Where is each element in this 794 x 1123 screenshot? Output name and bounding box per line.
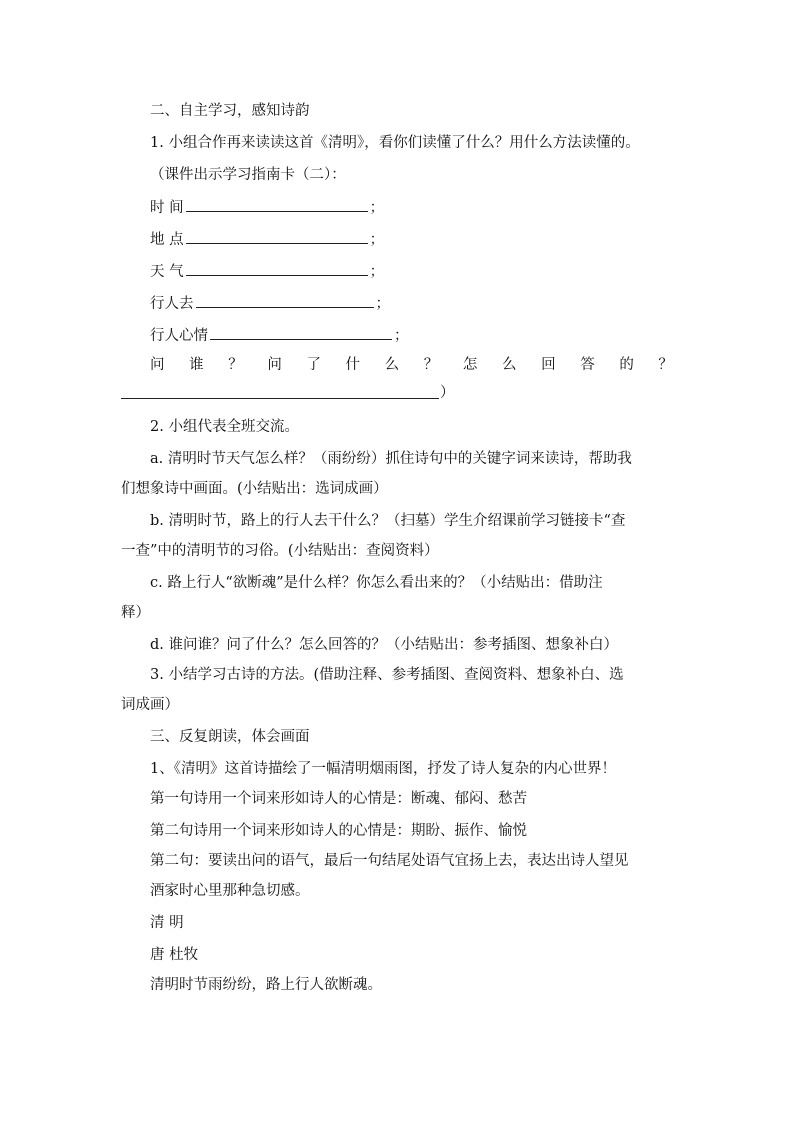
field-label: 时 间 (150, 200, 184, 216)
field-time (150, 197, 673, 218)
field-end: ； (375, 296, 390, 312)
question-char: ？ (423, 357, 439, 373)
fill-blank (186, 229, 368, 244)
section3-p1: 1、《清明》这首诗描绘了一幅清明烟雨图，抒发了诗人复杂的内心世界！ (150, 761, 616, 777)
field-walker-purpose (150, 293, 673, 314)
item2-text: 2. 小组代表全班交流。 (150, 419, 299, 435)
field-end: ； (394, 328, 409, 344)
field-end: ； (369, 200, 385, 216)
item3-line2: 词成画） (121, 697, 179, 713)
field-walker-mood (150, 325, 673, 346)
question-char: 回 (541, 357, 556, 373)
item-c-line2: 释） (121, 605, 150, 621)
item1-guide-card: （课件出示学习指南卡（二）： (150, 167, 346, 183)
question-char: 怎 (462, 357, 478, 373)
item3-line1: 3. 小结学习古诗的方法。(借助注释、参考插图、查阅资料、想象补白、选 (150, 667, 624, 683)
field-place (150, 229, 673, 250)
item1-text: 1. 小组合作再来读读这首《清明》，看你们读懂了什么？用什么方法读懂的。 (150, 135, 640, 151)
field-end: ； (369, 264, 385, 280)
section3-p2: 第一句诗用一个词来形如诗人的心情是：断魂、郁闷、愁苦 (150, 791, 527, 807)
fill-blank (210, 325, 392, 340)
question-char: 了 (306, 357, 321, 373)
field-label: 行人心情 (150, 328, 208, 344)
question-char: 谁 (189, 357, 204, 373)
field-weather (150, 261, 673, 282)
item-a-line2: 们想象诗中画面。(小结贴出：选词成画） (121, 481, 388, 497)
question-line (150, 355, 673, 375)
field-label: 行人去 (150, 296, 194, 312)
poem-author: 唐 杜牧 (150, 947, 199, 963)
field-label: 地 点 (150, 232, 184, 248)
field-label: 天 气 (150, 264, 184, 280)
question-char: 么 (501, 357, 517, 373)
item-c-line1: c. 路上行人“欲断魂”是什么样？你怎么看出来的？（小结贴出：借助注 (150, 575, 603, 591)
section3-p4-line1: 第二句：要读出问的语气，最后一句结尾处语气宜扬上去，表达出诗人望见 (150, 853, 629, 869)
question-char: 什 (345, 357, 361, 373)
question-char: ？ (658, 357, 673, 373)
answer-blank-line (121, 397, 439, 399)
question-char: 问 (267, 357, 282, 373)
question-char: ？ (228, 357, 243, 373)
item-d-line1: d. 谁问谁？问了什么？怎么回答的？（小结贴出：参考插图、想象补白） (150, 637, 618, 653)
close-paren: ） (440, 385, 455, 401)
item-b-line1: b. 清明时节，路上的行人去干什么？（扫墓）学生介绍课前学习链接卡“查 (150, 513, 626, 529)
section3-heading: 三、反复朗读，体会画面 (150, 729, 310, 745)
field-end: ； (369, 232, 385, 248)
item-b-line2: 一查”中的清明节的习俗。(小结贴出：查阅资料） (121, 543, 439, 559)
section3-p4-line2: 酒家时心里那种急切感。 (150, 883, 310, 899)
poem-title: 清 明 (150, 915, 184, 931)
poem-line1: 清明时节雨纷纷，路上行人欲断魂。 (150, 977, 382, 993)
section3-p3: 第二句诗用一个词来形如诗人的心情是：期盼、振作、愉悦 (150, 823, 527, 839)
fill-blank (186, 261, 368, 276)
fill-blank (196, 293, 374, 308)
question-char: 么 (384, 357, 400, 373)
item-a-line1: a. 清明时节天气怎么样？（雨纷纷）抓住诗句中的关键字词来读诗，帮助我 (150, 451, 632, 467)
question-char: 答 (580, 357, 595, 373)
fill-blank (186, 197, 368, 212)
question-char: 问 (150, 357, 165, 373)
section2-heading: 二、自主学习，感知诗韵 (150, 103, 310, 119)
question-char: 的 (619, 357, 634, 373)
